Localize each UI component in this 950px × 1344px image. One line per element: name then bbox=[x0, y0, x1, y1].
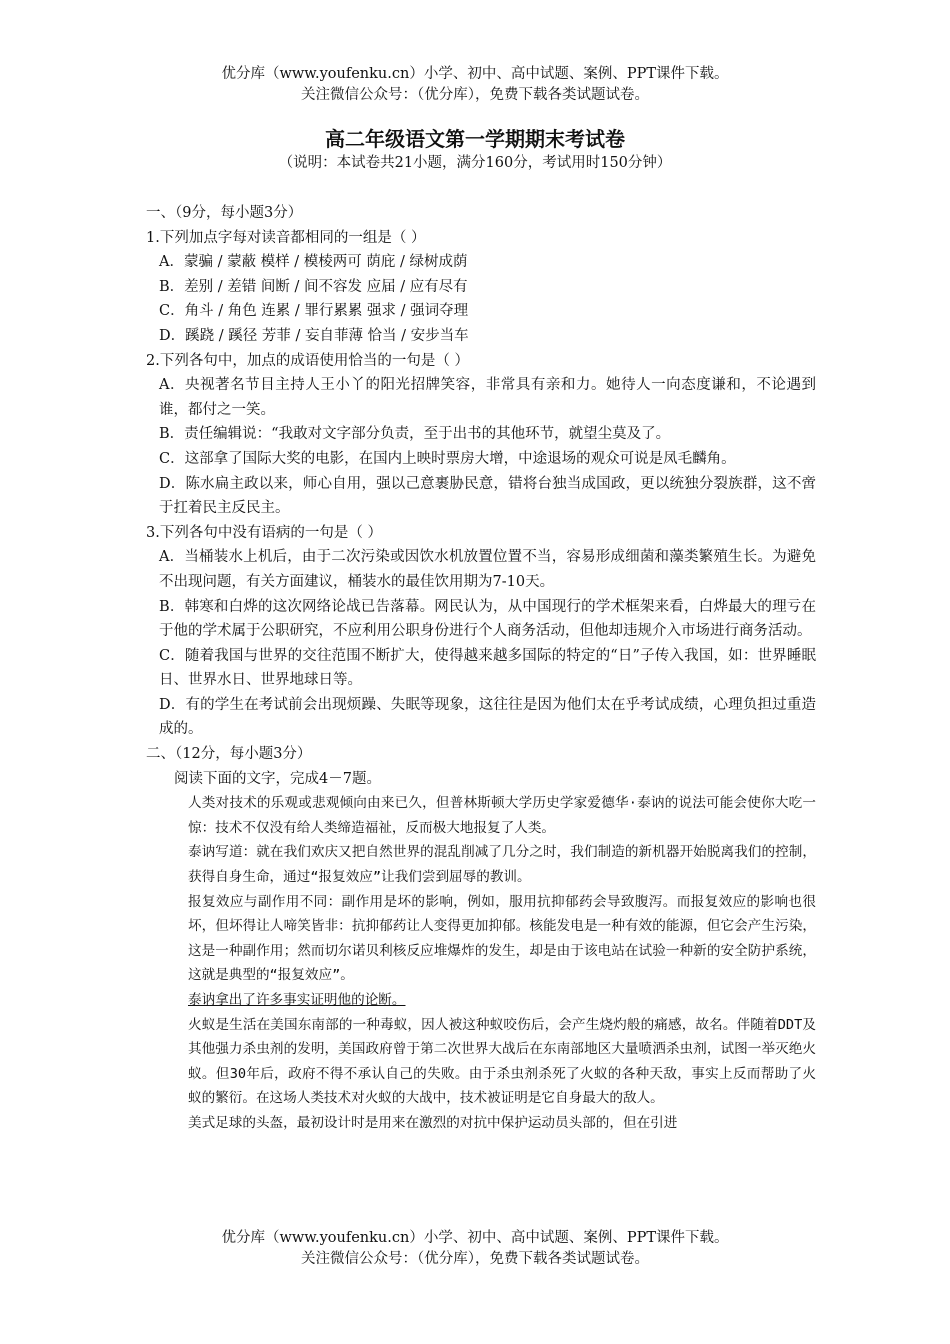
question-1-stem: 1.下列加点字每对读音都相同的一组是（ ） bbox=[146, 229, 426, 246]
passage-paragraph-3: 报复效应与副作用不同：副作用是坏的影响，例如，服用抗抑郁药会导致腹泻。而报复效应的影响也很坏，但坏得让人啼笑皆非：抗抑郁药让人变得更加抑郁。核能发电是一种有效的能源，但它会产生污染，这是一种副作用；然而切尔诺贝利核反应堆爆炸的发生，却是由于该电站在试验一种新的安全防护系统，这就是典型的“报复效应”。 bbox=[188, 893, 816, 984]
passage-paragraph-2: 泰讷写道：就在我们欢庆又把自然世界的混乱削减了几分之时，我们制造的新机器开始脱离我们的控制，获得自身生命，通过“报复效应”让我们尝到屈辱的教训。 bbox=[188, 844, 816, 886]
footer-line-2: 关注微信公众号：（优分库），免费下载各类试题试卷。 bbox=[301, 1251, 649, 1267]
exam-instructions: （说明：本试卷共21小题，满分160分，考试用时150分钟） bbox=[278, 155, 672, 171]
q2-option-d: D．陈水扁主政以来，师心自用，强以己意裹胁民意，错将台独当成国政，更以统独分裂族群，这不啻于扛着民主反民主。 bbox=[159, 475, 816, 517]
reading-instruction: 阅读下面的文字，完成4－7题。 bbox=[174, 770, 381, 787]
q3-option-a: A．当桶装水上机后，由于二次污染或因饮水机放置位置不当，容易形成细菌和藻类繁殖生长。为避免不出现问题，有关方面建议，桶装水的最佳饮用期为7-10天。 bbox=[159, 549, 816, 590]
q2-option-c: C．这部拿了国际大奖的电影，在国内上映时票房大增，中途退场的观众可说是凤毛麟角。 bbox=[159, 450, 736, 467]
passage-paragraph-4-wrapper bbox=[146, 988, 816, 1013]
exam-body bbox=[146, 201, 816, 1136]
q1-option-a: A．蒙骗 / 蒙蔽 模样 / 模棱两可 荫庇 / 绿树成荫 bbox=[159, 254, 468, 271]
passage-paragraph-6: 美式足球的头盔，最初设计时是用来在激烈的对抗中保护运动员头部的，但在引进 bbox=[188, 1114, 678, 1131]
header-line-1: 优分库（www.youfenku.cn）小学、初中、高中试题、案例、PPT课件下载。 bbox=[221, 66, 729, 82]
q3-option-b: B．韩寒和白烨的这次网络论战已告落幕。网民认为，从中国现行的学术框架来看，白烨最大的理亏在于他的学术属于公职研究，不应利用公职身份进行个人商务活动，但他却违规介入市场进行商务活动。 bbox=[159, 598, 816, 640]
passage-paragraph-5: 火蚁是生活在美国东南部的一种毒蚁，因人被这种蚁咬伤后，会产生烧灼般的痛感，故名。伴随着DDT及其他强力杀虫剂的发明，美国政府曾于第二次世界大战后在东南部地区大量喷洒杀虫剂，试图一举灭绝火蚁。但30年后，政府不得不承认自己的失败。由于杀虫剂杀死了火蚁的各种天敌，事实上反而帮助了火蚁的繁衍。在这场人类技术对火蚁的大战中，技术被证明是它自身最大的敌人。 bbox=[188, 1016, 816, 1107]
section-1-heading: 一、（9分，每小题3分） bbox=[146, 205, 303, 221]
page-footer bbox=[0, 1228, 950, 1270]
q2-option-b: B．责任编辑说：“我敢对文字部分负责，至于出书的其他环节，就望尘莫及了。 bbox=[159, 426, 671, 443]
section-2-heading: 二、（12分，每小题3分） bbox=[146, 746, 312, 763]
q1-option-c: C．角斗 / 角色 连累 / 罪行累累 强求 / 强词夺理 bbox=[159, 303, 469, 320]
question-2-stem: 2.下列各句中，加点的成语使用恰当的一句是（ ） bbox=[146, 352, 469, 369]
q1-option-b: B．差别 / 差错 间断 / 间不容发 应届 / 应有尽有 bbox=[159, 278, 468, 295]
page-header bbox=[0, 64, 950, 106]
reading-passage bbox=[146, 791, 816, 1135]
q3-option-c: C．随着我国与世界的交往范围不断扩大，使得越来越多国际的特定的“日”子传入我国，如：世界睡眠日、世界水日、世界地球日等。 bbox=[159, 647, 816, 689]
q2-option-a: A．央视著名节目主持人王小丫的阳光招牌笑容，非常具有亲和力。她待人一向态度谦和，不论遇到谁，都付之一笑。 bbox=[159, 377, 816, 418]
passage-paragraph-1: 人类对技术的乐观或悲观倾向由来已久，但普林斯顿大学历史学家爱德华·泰讷的说法可能会使你大吃一惊：技术不仅没有给人类缔造福祉，反而极大地报复了人类。 bbox=[188, 795, 816, 836]
header-line-2: 关注微信公众号：（优分库），免费下载各类试题试卷。 bbox=[301, 87, 649, 103]
q3-option-d: D．有的学生在考试前会出现烦躁、失眠等现象，这往往是因为他们太在乎考试成绩，心理负担过重造成的。 bbox=[159, 696, 816, 738]
q1-option-d: D．蹊跷 / 蹊径 芳菲 / 妄自菲薄 恰当 / 安步当车 bbox=[159, 327, 469, 344]
question-3-stem: 3.下列各句中没有语病的一句是（ ） bbox=[146, 524, 382, 541]
exam-title: 高二年级语文第一学期期末考试卷 bbox=[325, 127, 625, 151]
passage-paragraph-4: 泰讷拿出了许多事实证明他的论断。 bbox=[188, 992, 406, 1008]
footer-line-1: 优分库（www.youfenku.cn）小学、初中、高中试题、案例、PPT课件下载。 bbox=[221, 1230, 729, 1246]
